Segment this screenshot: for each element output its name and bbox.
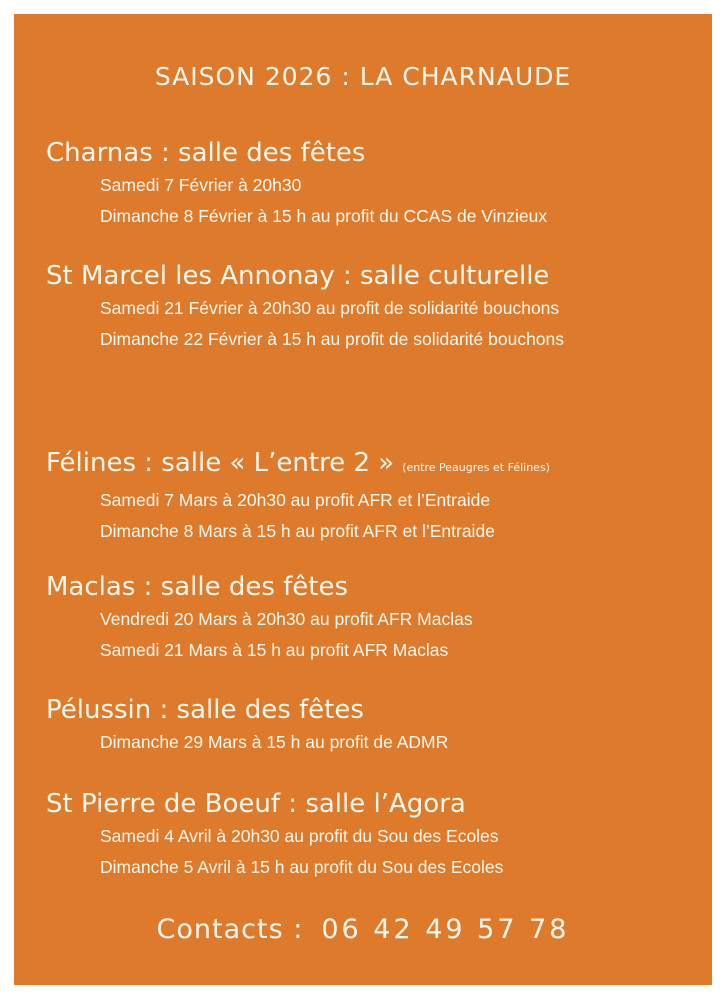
page-title: SAISON 2026 : LA CHARNAUDE <box>154 62 572 91</box>
venue-name-text: St Marcel les Annonay : salle culturelle <box>46 261 550 291</box>
phone-number: 06 42 49 57 78 <box>321 914 570 945</box>
event-line: Dimanche 29 Mars à 15 h au profit de ADMR <box>100 732 449 752</box>
flyer-sheet <box>14 14 712 985</box>
venue-block <box>46 693 706 758</box>
venue-name <box>46 787 706 821</box>
event-line: Samedi 21 Mars à 15 h au profit AFR Maclas <box>100 640 449 660</box>
venue-name <box>46 446 706 485</box>
venue-list <box>14 14 712 985</box>
venue-name-text: St Pierre de Boeuf : salle l’Agora <box>46 789 466 819</box>
venue-block <box>46 446 706 547</box>
venue-name <box>46 693 706 727</box>
venue-block <box>46 259 706 355</box>
venue-name <box>46 259 706 293</box>
venue-block <box>46 570 706 666</box>
event-line: Dimanche 22 Février à 15 h au profit de solidarité bouchons <box>100 329 565 349</box>
venue-name-text: Charnas : salle des fêtes <box>46 138 366 168</box>
event-line: Samedi 7 Février à 20h30 <box>100 175 302 195</box>
venue-block <box>46 787 706 883</box>
venue-note: (entre Peaugres et Félines) <box>402 461 550 474</box>
venue-block <box>46 136 706 232</box>
event-line: Dimanche 8 Février à 15 h au profit du CCAS de Vinzieux <box>100 206 548 226</box>
contacts-line <box>14 914 712 945</box>
event-line: Samedi 4 Avril à 20h30 au profit du Sou des Ecoles <box>100 826 499 846</box>
venue-name-text: Félines : salle « L’entre 2 » <box>46 448 395 478</box>
event-line: Dimanche 5 Avril à 15 h au profit du Sou des Ecoles <box>100 857 504 877</box>
contacts-label: Contacts : <box>156 914 304 945</box>
venue-name-text: Maclas : salle des fêtes <box>46 572 349 602</box>
event-line: Dimanche 8 Mars à 15 h au profit AFR et l’Entraide <box>100 521 495 541</box>
venue-name-text: Pélussin : salle des fêtes <box>46 695 364 725</box>
venue-name <box>46 136 706 170</box>
venue-name <box>46 570 706 604</box>
event-line: Vendredi 20 Mars à 20h30 au profit AFR Maclas <box>100 609 473 629</box>
event-line: Samedi 21 Février à 20h30 au profit de solidarité bouchons <box>100 298 560 318</box>
event-line: Samedi 7 Mars à 20h30 au profit AFR et l’Entraide <box>100 490 491 510</box>
